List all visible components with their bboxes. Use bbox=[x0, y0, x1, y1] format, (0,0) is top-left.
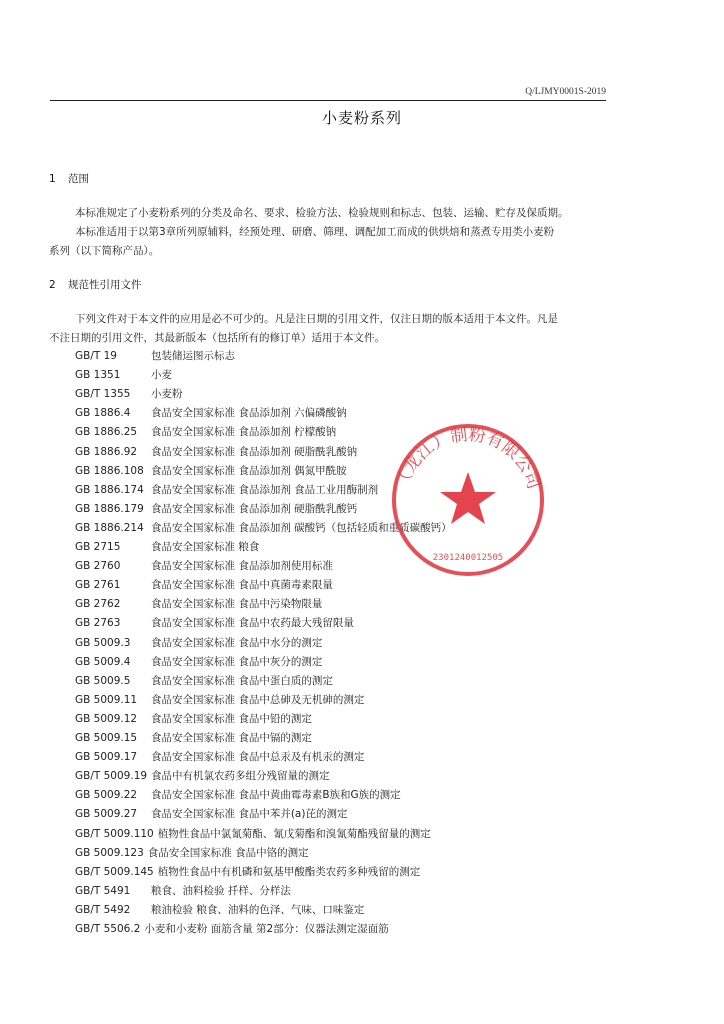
reference-item bbox=[75, 768, 330, 783]
reference-item bbox=[75, 826, 431, 841]
section-2-title: 规范性引用文件 bbox=[68, 279, 142, 291]
reference-item bbox=[75, 405, 347, 420]
reference-item bbox=[75, 615, 354, 630]
header-rule bbox=[50, 100, 606, 101]
reference-item bbox=[75, 367, 172, 382]
reference-title: 食品安全国家标准 食品中污染物限量 bbox=[151, 598, 323, 611]
reference-item bbox=[75, 482, 378, 497]
paragraph-line: 系列（以下简称产品）。 bbox=[49, 245, 160, 257]
reference-item bbox=[75, 921, 389, 936]
reference-title: 包装储运图示标志 bbox=[151, 350, 235, 362]
reference-item bbox=[75, 635, 322, 650]
reference-title: 食品安全国家标准 食品添加剂 食品工业用酶制剂 bbox=[151, 483, 379, 496]
reference-code: GB 1886.25 bbox=[75, 426, 138, 439]
reference-code: GB/T 5492 bbox=[75, 903, 131, 916]
section-2-heading bbox=[49, 277, 142, 292]
reference-code: GB 5009.11 bbox=[75, 693, 138, 706]
reference-code: GB 2715 bbox=[75, 541, 121, 553]
star-icon bbox=[440, 472, 496, 524]
reference-title: 食品安全国家标准 食品添加剂 碳酸钙（包括轻质和重质碳酸钙） bbox=[151, 521, 452, 534]
reference-title: 食品安全国家标准 食品中总汞及有机汞的测定 bbox=[151, 751, 365, 764]
reference-item bbox=[75, 596, 322, 611]
reference-title: 小麦粉 bbox=[151, 388, 183, 401]
section-2-number: 2 bbox=[49, 279, 56, 291]
reference-code: GB/T 5491 bbox=[75, 884, 131, 897]
reference-item bbox=[75, 654, 322, 669]
reference-title: 食品安全国家标准 粮食 bbox=[151, 541, 260, 553]
reference-code: GB 5009.17 bbox=[75, 751, 138, 764]
reference-code: GB 5009.123 bbox=[75, 846, 144, 859]
reference-code: GB/T 5506.2 bbox=[75, 923, 141, 935]
seal-serial: 2301240012505 bbox=[432, 553, 504, 563]
reference-item bbox=[75, 424, 336, 439]
paragraph-line: 不注日期的引用文件，其最新版本（包括所有的修订单）适用于本文件。 bbox=[49, 332, 385, 344]
reference-code: GB 5009.22 bbox=[75, 789, 138, 802]
section-1-paragraph-2 bbox=[49, 223, 663, 261]
reference-code: GB 1886.174 bbox=[75, 483, 144, 496]
reference-title: 植物性食品中氯氰菊酯、氰戊菊酯和溴氰菊酯残留量的测定 bbox=[157, 827, 431, 840]
reference-code: GB/T 5009.145 bbox=[75, 865, 154, 878]
reference-title: 食品安全国家标准 食品添加剂 六偏磷酸钠 bbox=[151, 407, 347, 420]
company-seal bbox=[388, 420, 548, 580]
reference-code: GB 1886.4 bbox=[75, 407, 131, 420]
reference-code: GB 1351 bbox=[75, 369, 121, 382]
reference-code: GB/T 1355 bbox=[75, 388, 131, 401]
paragraph-line: 本标准适用于以第3章所列原辅料，经预处理、研磨、筛理、调配加工而成的供烘焙和蒸煮专用类小麦粉 bbox=[75, 226, 555, 238]
reference-item bbox=[75, 692, 364, 707]
reference-title: 食品安全国家标准 食品添加剂 硬脂酰乳酸钙 bbox=[151, 502, 358, 515]
reference-title: 食品中有机氯农药多组分残留量的测定 bbox=[151, 770, 330, 783]
reference-item bbox=[75, 730, 312, 745]
reference-title: 食品安全国家标准 食品添加剂 偶氮甲酰胺 bbox=[151, 464, 347, 477]
reference-item bbox=[75, 577, 333, 592]
reference-code: GB 5009.12 bbox=[75, 712, 138, 725]
reference-title: 食品安全国家标准 食品添加剂 硬脂酰乳酸钠 bbox=[151, 445, 358, 458]
reference-title: 小麦 bbox=[151, 369, 172, 382]
reference-title: 食品安全国家标准 食品中铬的测定 bbox=[147, 846, 309, 859]
reference-title: 食品安全国家标准 食品中农药最大残留限量 bbox=[151, 617, 354, 630]
reference-item bbox=[75, 845, 309, 860]
reference-item bbox=[75, 864, 420, 879]
reference-title: 食品安全国家标准 食品中铅的测定 bbox=[151, 712, 312, 725]
paragraph-line: 本标准规定了小麦粉系列的分类及命名、要求、检验方法、检验规则和标志、包装、运输、贮存及保质期。 bbox=[75, 207, 569, 219]
reference-item bbox=[75, 883, 291, 898]
reference-title: 小麦和小麦粉 面筋含量 第2部分：仪器法测定湿面筋 bbox=[144, 923, 389, 935]
reference-item bbox=[75, 463, 347, 478]
reference-code: GB 5009.27 bbox=[75, 808, 138, 821]
reference-code: GB 2761 bbox=[75, 579, 121, 592]
reference-code: GB 2760 bbox=[75, 560, 121, 573]
reference-code: GB 1886.108 bbox=[75, 464, 144, 477]
reference-title: 食品安全国家标准 食品中真菌毒素限量 bbox=[151, 579, 333, 592]
reference-item bbox=[75, 501, 357, 516]
reference-item bbox=[75, 711, 312, 726]
reference-code: GB 5009.4 bbox=[75, 655, 131, 668]
reference-title: 食品安全国家标准 食品添加剂使用标准 bbox=[151, 560, 333, 573]
section-1-number: 1 bbox=[49, 173, 56, 185]
reference-code: GB 5009.5 bbox=[75, 674, 131, 687]
reference-item bbox=[75, 558, 333, 573]
reference-title: 食品安全国家标准 食品中蛋白质的测定 bbox=[151, 674, 333, 687]
reference-title: 植物性食品中有机磷和氨基甲酸酯类农药多种残留的测定 bbox=[157, 865, 421, 878]
reference-item bbox=[75, 539, 259, 554]
reference-title: 食品安全国家标准 食品中总砷及无机砷的测定 bbox=[151, 693, 365, 706]
section-2-intro bbox=[49, 310, 663, 348]
reference-code: GB/T 5009.110 bbox=[75, 827, 154, 840]
reference-code: GB 1886.214 bbox=[75, 521, 144, 534]
reference-title: 食品安全国家标准 食品中灰分的测定 bbox=[151, 655, 323, 668]
reference-code: GB 2763 bbox=[75, 617, 121, 630]
reference-code: GB 1886.92 bbox=[75, 445, 138, 458]
reference-code: GB/T 5009.19 bbox=[75, 770, 148, 783]
reference-title: 粮食、油料检验 扦样、分样法 bbox=[151, 884, 291, 897]
section-1-title: 范围 bbox=[68, 173, 89, 185]
reference-code: GB/T 19 bbox=[75, 350, 117, 362]
reference-item bbox=[75, 806, 347, 821]
reference-title: 食品安全国家标准 食品中水分的测定 bbox=[151, 636, 323, 649]
reference-title: 食品安全国家标准 食品添加剂 柠檬酸钠 bbox=[151, 426, 337, 439]
reference-item bbox=[75, 902, 364, 917]
reference-item bbox=[75, 386, 183, 401]
document-title: 小麦粉系列 bbox=[321, 109, 402, 127]
paragraph-line: 下列文件对于本文件的应用是必不可少的。凡是注日期的引用文件，仅注日期的版本适用于本文件。凡是 bbox=[75, 313, 558, 325]
reference-title: 食品安全国家标准 食品中黄曲霉毒素B族和G族的测定 bbox=[151, 789, 401, 802]
reference-item bbox=[75, 444, 357, 459]
reference-item bbox=[75, 749, 364, 764]
standard-code: Q/LJMY0001S-2019 bbox=[525, 87, 606, 97]
reference-title: 粮油检验 粮食、油料的色泽、气味、口味鉴定 bbox=[151, 903, 365, 916]
section-1-heading bbox=[49, 171, 89, 186]
section-1-paragraph-1 bbox=[49, 204, 663, 223]
reference-code: GB 2762 bbox=[75, 598, 121, 611]
reference-title: 食品安全国家标准 食品中镉的测定 bbox=[151, 732, 312, 744]
reference-title: 食品安全国家标准 食品中苯并(a)芘的测定 bbox=[151, 808, 348, 821]
reference-item bbox=[75, 787, 401, 802]
seal-arc-text: （龙江）制粉有限公司 bbox=[392, 424, 544, 492]
reference-item bbox=[75, 673, 333, 688]
reference-item bbox=[75, 348, 235, 363]
reference-code: GB 1886.179 bbox=[75, 502, 144, 515]
reference-code: GB 5009.3 bbox=[75, 636, 131, 649]
reference-code: GB 5009.15 bbox=[75, 732, 138, 744]
